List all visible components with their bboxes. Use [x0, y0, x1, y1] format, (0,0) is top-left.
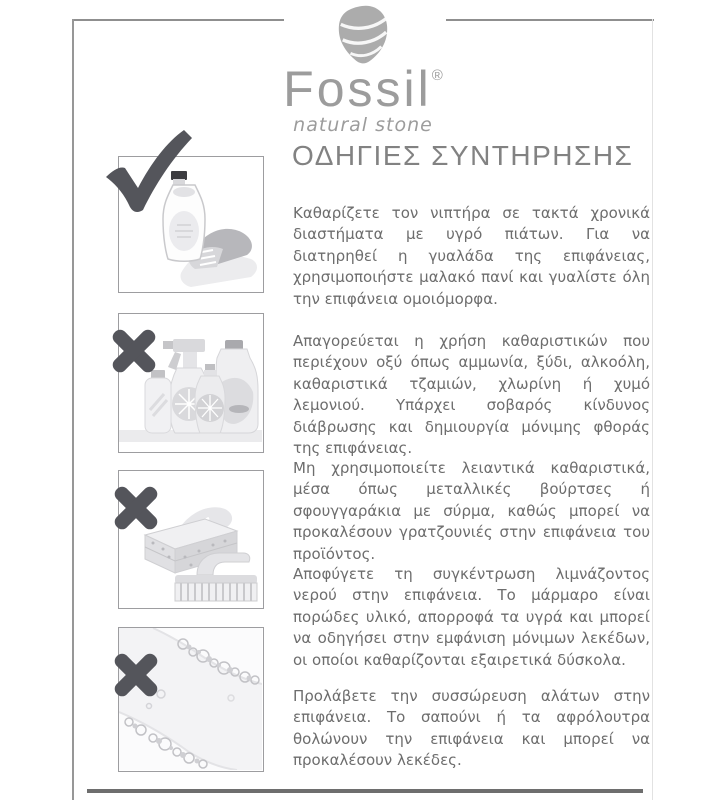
- frame-right-rule: [652, 19, 653, 800]
- illustration-box-sponge-brush: [118, 470, 264, 609]
- frame-top-left-rule: [72, 19, 284, 21]
- illustration-box-cleaning-products: [118, 313, 264, 453]
- instruction-paragraph: Καθαρίζετε τον νιπτήρα σε τακτά χρονικά διαστήματα με υγρό πιάτων. Για να διατηρηθεί η γυαλάδα της επιφάνειας, χρησιμοποιήστε μαλακό πανί και γυαλίστε όλη την επιφάνεια ομοιόμορφα.: [293, 204, 650, 308]
- brand-tagline: natural stone: [293, 114, 433, 136]
- stone-icon: [336, 4, 390, 64]
- brand-name-text: Fossil: [283, 61, 432, 117]
- footer-rule: [87, 789, 643, 793]
- brand-logo: [263, 4, 463, 136]
- frame-left-rule: [72, 19, 74, 800]
- soap-suds-icon: [119, 628, 262, 770]
- brand-name: [263, 61, 463, 117]
- instruction-paragraph: Προλάβετε την συσσώρευση αλάτων στην επιφάνεια. Το σαπούνι ή τα αφρόλουτρα θολώνουν την επιφάνεια και μπορεί να προκαλέσουν λεκέδες.: [293, 687, 650, 770]
- instruction-paragraph: Αποφύγετε τη συγκέντρωση λιμνάζοντος νερού στην επιφάνεια. Το μάρμαρο είναι πορώδες υλικό, απορροφά τα υγρά και μπορεί να οδηγήσει στην εμφάνιση μόνιμων λεκέδων, οι οποίοι καθαρίζονται εξαιρετικά δύσκολα.: [293, 565, 650, 669]
- illustration-box-soap-suds: [118, 627, 264, 772]
- instruction-paragraph: Απαγορεύεται η χρήση καθαριστικών που περιέχουν οξύ όπως αμμωνία, ξύδι, αλκοόλη, καθαριστικά τζαμιών, χλωρίνη ή χυμό λεμονιού. Υπάρχει σοβαρός κίνδυνος διάβρωσης και δημιουργία μόνιμης φθοράς της επιφάνειας.: [293, 332, 650, 458]
- x-mark-icon: [113, 485, 159, 531]
- registered-mark: ®: [431, 67, 443, 84]
- frame-top-right-rule: [446, 19, 654, 21]
- x-mark-icon: [113, 652, 159, 698]
- page-title: ΟΔΗΓΙΕΣ ΣΥΝΤΗΡΗΣΗΣ: [292, 140, 634, 171]
- x-mark-icon: [111, 328, 157, 374]
- check-mark-icon: [104, 128, 194, 213]
- illustration-box-dish-soap: [118, 156, 264, 293]
- instruction-paragraph: Μη χρησιμοποιείτε λειαντικά καθαριστικά, μέσα όπως μεταλλικές βούρτσες ή σφουγγαράκια με σύρμα, καθώς μπορεί να προκαλέσουν γρατζουνιές στην επιφάνεια του προϊόντος.: [293, 459, 650, 563]
